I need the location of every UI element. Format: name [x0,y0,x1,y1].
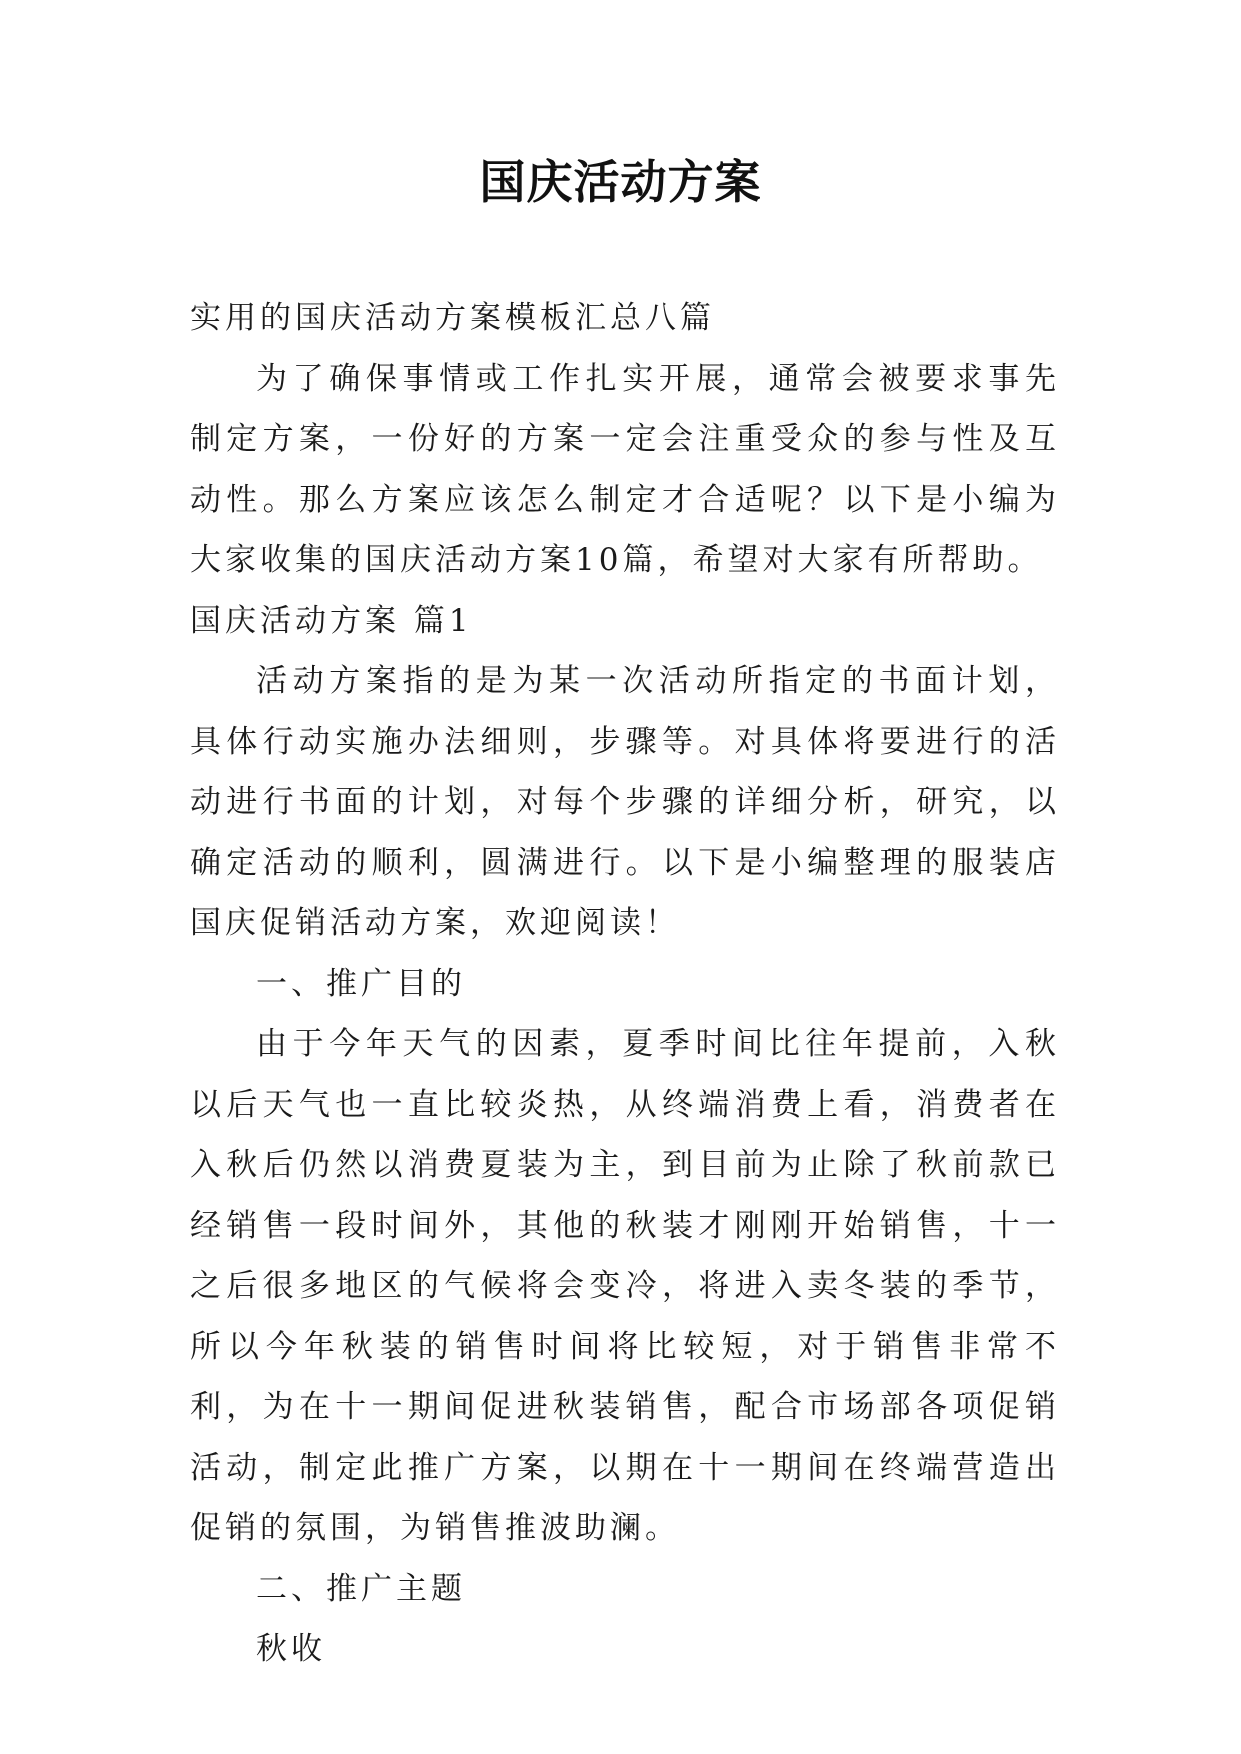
heading-theme: 二、推广主题 [256,1570,466,1607]
intro-paragraph: 为了确保事情或工作扎实开展，通常会被要求事先制定方案，一份好的方案一定会注重受众的参与性及互动性。那么方案应该怎么制定才合适呢？以下是小编为大家收集的国庆活动方案10篇，希望对大家有所帮助。 [190,360,1060,578]
document-subtitle: 实用的国庆活动方案模板汇总八篇 [190,300,715,336]
heading-purpose: 一、推广目的 [256,965,466,1002]
theme-paragraph: 秋收 [256,1631,326,1667]
document-title: 国庆活动方案 [479,155,762,209]
document-body [190,288,1060,1680]
section-heading-part1: 国庆活动方案 篇1 [190,602,473,639]
definition-paragraph: 活动方案指的是为某一次活动所指定的书面计划，具体行动实施办法细则，步骤等。对具体将要进行的活动进行书面的计划，对每个步骤的详细分析，研究，以确定活动的顺利，圆满进行。以下是小编整理的服装店国庆促销活动方案，欢迎阅读！ [190,663,1060,941]
purpose-paragraph: 由于今年天气的因素，夏季时间比往年提前，入秋以后天气也一直比较炎热，从终端消费上看，消费者在入秋后仍然以消费夏装为主，到目前为止除了秋前款已经销售一段时间外，其他的秋装才刚刚开始销售，十一之后很多地区的气候将会变冷，将进入卖冬装的季节，所以今年秋装的销售时间将比较短，对于销售非常不利，为在十一期间促进秋装销售，配合市场部各项促销活动，制定此推广方案，以期在十一期间在终端营造出促销的氛围，为销售推波助澜。 [190,1026,1060,1546]
